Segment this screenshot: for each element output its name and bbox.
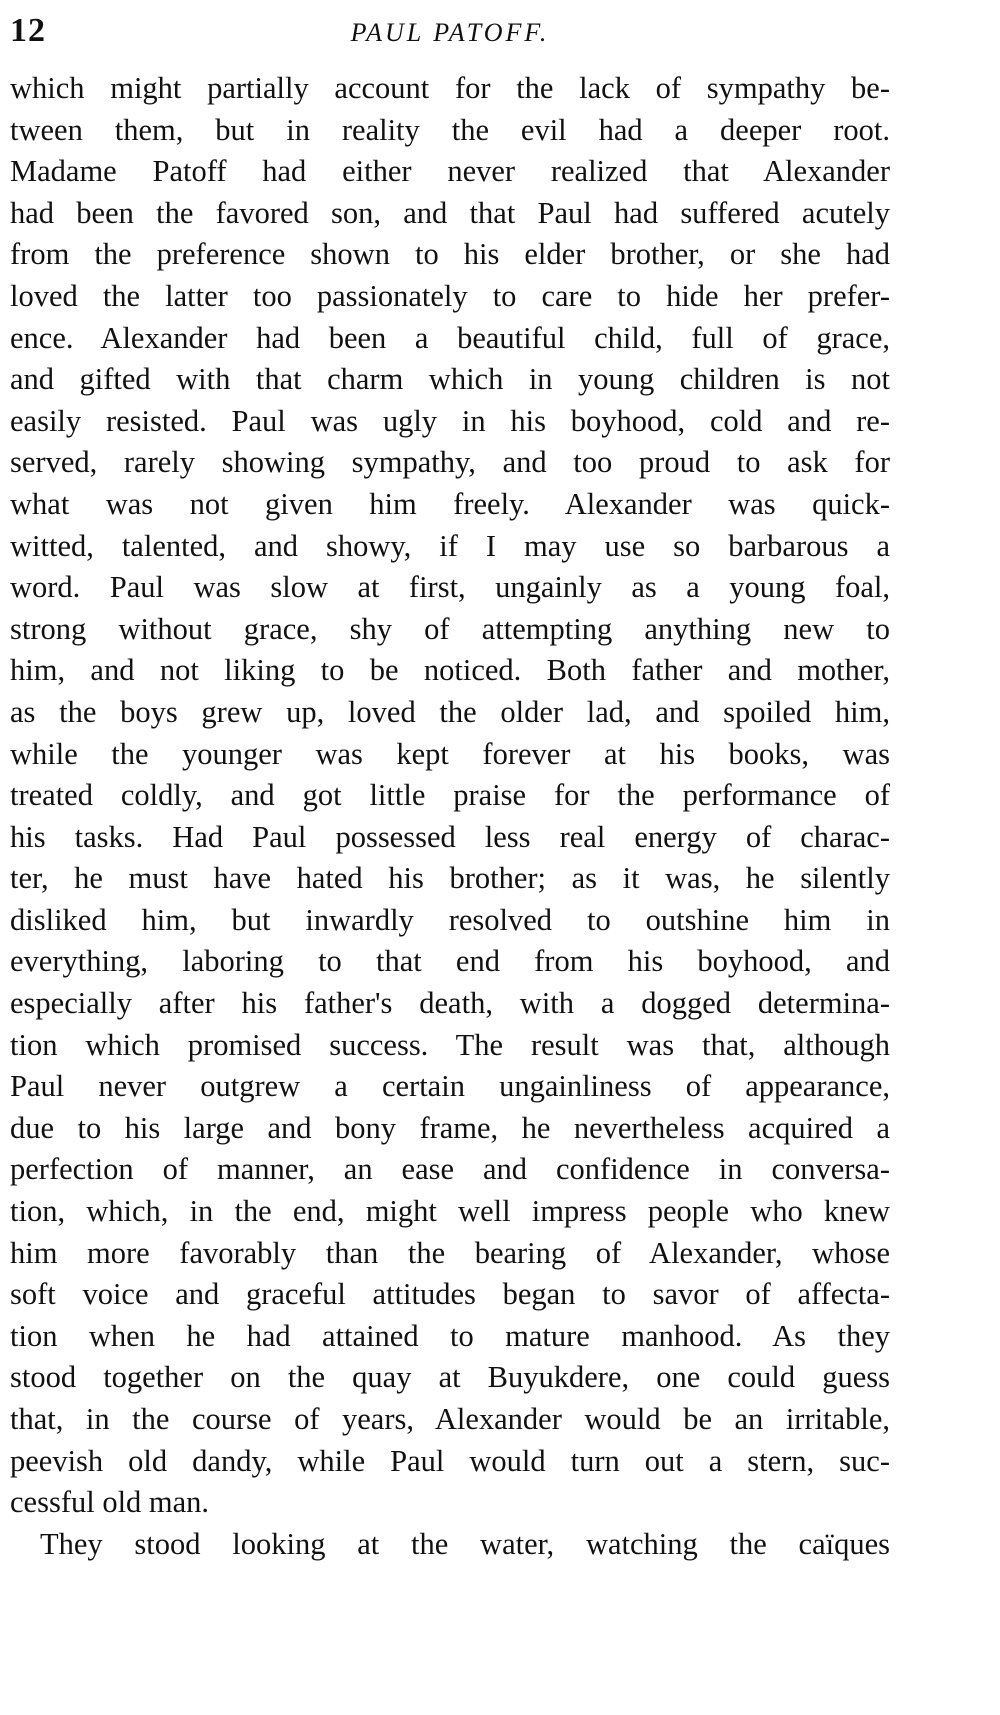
text-line: had been the favored son, and that Paul had suffered acutely [10,195,890,230]
text-line: witted, talented, and showy, if I may use so barbarous a [10,528,890,563]
text-line: ence. Alexander had been a beautiful child, full of grace, [10,320,890,355]
text-line: and gifted with that charm which in young children is not [10,362,890,397]
text-line: as the boys grew up, loved the older lad, and spoiled him, [10,694,890,729]
text-line: due to his large and bony frame, he nevertheless acquired a [10,1110,890,1145]
paragraph-1 [10,68,890,1524]
text-line: especially after his father's death, with a dogged determina- [10,986,890,1021]
text-line: soft voice and graceful attitudes began to savor of affecta- [10,1277,890,1312]
text-line: tion, which, in the end, might well impress people who knew [10,1194,890,1229]
text-line: Paul never outgrew a certain ungainliness of appearance, [10,1069,890,1104]
text-line: tion which promised success. The result was that, although [10,1027,890,1062]
book-page [10,0,890,1715]
text-line: strong without grace, shy of attempting anything new to [10,611,890,646]
text-line: tion when he had attained to mature manhood. As they [10,1318,890,1353]
text-line: everything, laboring to that end from his boyhood, and [10,944,890,979]
running-title: PAUL PATOFF. [350,18,550,47]
text-line: which might partially account for the lack of sympathy be- [10,71,890,105]
text-line: Madame Patoff had either never realized that Alexander [10,154,890,189]
text-line: loved the latter too passionately to care to hide her prefer- [10,278,890,313]
text-line: treated coldly, and got little praise for the performance of [10,778,890,813]
running-head [10,0,890,68]
page-number: 12 [10,12,46,49]
text-line: disliked him, but inwardly resolved to outshine him in [10,902,890,937]
text-line: They stood looking at the water, watching the caïques [40,1526,890,1561]
text-line: him, and not liking to be noticed. Both father and mother, [10,653,890,688]
text-line: stood together on the quay at Buyukdere, one could guess [10,1360,890,1395]
text-line: that, in the course of years, Alexander would be an irritable, [10,1402,890,1436]
text-line: served, rarely showing sympathy, and too proud to ask for [10,445,890,480]
paragraph-2 [10,1524,890,1566]
text-line: ter, he must have hated his brother; as it was, he silently [10,861,890,896]
text-line: his tasks. Had Paul possessed less real energy of charac- [10,819,890,854]
text-line: what was not given him freely. Alexander was quick- [10,486,890,521]
text-line: tween them, but in reality the evil had a deeper root. [10,112,890,147]
text-line: cessful old man. [10,1485,210,1520]
text-line: peevish old dandy, while Paul would turn out a stern, suc- [10,1443,890,1478]
text-line: perfection of manner, an ease and confidence in conversa- [10,1152,890,1187]
text-line: while the younger was kept forever at his books, was [10,736,890,771]
text-line: from the preference shown to his elder brother, or she had [10,237,890,272]
text-line: him more favorably than the bearing of Alexander, whose [10,1235,890,1270]
text-line: word. Paul was slow at first, ungainly as a young foal, [10,570,890,605]
text-line: easily resisted. Paul was ugly in his boyhood, cold and re- [10,403,890,438]
